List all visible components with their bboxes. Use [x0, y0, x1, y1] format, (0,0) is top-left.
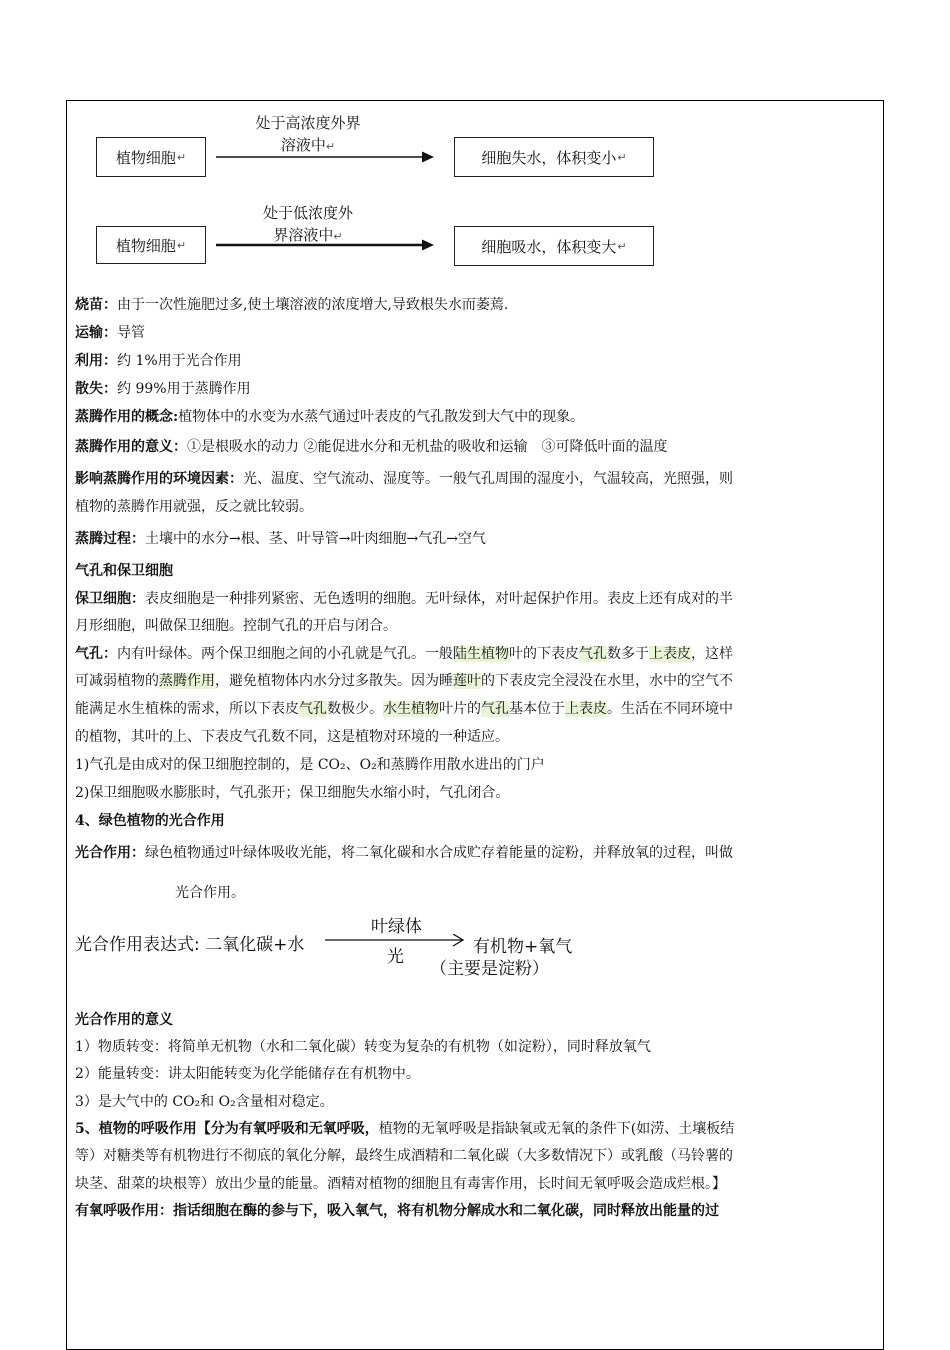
- formula-note: （主要是淀粉）: [430, 959, 549, 979]
- line-guard-cell: [75, 589, 880, 609]
- term-text: 3）是大气中的 CO₂和 O₂含量相对稳定。: [75, 1094, 334, 1110]
- line-respiration-cont-1: [75, 1146, 880, 1166]
- condition-line: 溶液中: [280, 136, 326, 154]
- plant-cell-box-1: [96, 137, 206, 177]
- term-text: 1)气孔是由成对的保卫细胞控制的，是 CO₂、O₂和蒸腾作用散水进出的门户: [75, 757, 545, 773]
- line-stomata-cont-1: [75, 671, 880, 691]
- result-label: 细胞失水，体积变小: [481, 148, 617, 167]
- highlight-text: 莲叶: [453, 673, 481, 689]
- term-label: 保卫细胞：: [75, 591, 145, 607]
- term-text: 数多于: [607, 646, 649, 662]
- plant-cell-box-2: [96, 226, 206, 264]
- term-text: 能满足水生植株的需求，所以下表皮: [75, 701, 299, 717]
- formula-product: 有机物+氧气: [473, 937, 573, 957]
- term-text: 内有叶绿体。两个保卫细胞之间的小孔就是气孔。一般: [117, 646, 453, 662]
- term-text: 植物的蒸腾作用就强，反之就比较弱。: [75, 499, 313, 515]
- line-point-2: [75, 783, 880, 803]
- line-factors: [75, 469, 880, 489]
- return-mark: ↵: [176, 238, 187, 252]
- term-text: 块茎、甜菜的块根等）放出少量的能量。酒精对植物的细胞且有毒害作用，长时间无氧呼吸会造成烂根。】: [75, 1176, 726, 1192]
- line-photosynthesis-def-cont: [75, 883, 950, 903]
- term-text: 可减弱植物的: [75, 673, 159, 689]
- highlight-text: 气孔: [579, 646, 607, 662]
- term-label: 蒸腾作用的意义：: [75, 439, 187, 455]
- plant-cell-label: 植物细胞: [115, 148, 176, 167]
- condition-line: 处于高浓度外界: [255, 114, 361, 132]
- term-label: 光合作用：: [75, 845, 145, 861]
- section-heading-photosynthesis: [75, 811, 880, 831]
- highlight-text: 蒸腾作用: [159, 673, 215, 689]
- line-respiration-cont-2: [75, 1174, 880, 1194]
- term-label: 气孔：: [75, 646, 117, 662]
- highlight-text: 上表皮: [565, 701, 607, 717]
- term-text: 的下表皮完全浸没在水里，水中的空气不: [481, 673, 733, 689]
- term-text: ①是根吸水的动力 ②能促进水分和无机盐的吸收和运输 ③可降低叶面的温度: [187, 439, 668, 455]
- term-text: 数极少。: [327, 701, 383, 717]
- term-text: 2）能量转变：讲太阳能转变为化学能储存在有机物中。: [75, 1066, 420, 1082]
- term-text: 叶的下表皮: [509, 646, 579, 662]
- result-label: 细胞吸水，体积变大: [481, 237, 617, 256]
- heading-text: 光合作用的意义: [75, 1012, 173, 1028]
- photosynthesis-formula: [75, 912, 675, 982]
- term-label: 散失：: [75, 381, 117, 397]
- line-stomata-cont-2: [75, 699, 880, 719]
- heading-text: 气孔和保卫细胞: [75, 563, 173, 579]
- return-mark: ↵: [617, 239, 627, 253]
- condition-line: 处于低浓度外: [262, 204, 353, 222]
- cell-swell-box: [454, 226, 654, 266]
- term-text: 导管: [117, 325, 145, 341]
- line-aerobic-respiration: [75, 1201, 880, 1221]
- term-text: 绿色植物通过叶绿体吸收光能，将二氧化碳和水合成贮存着能量的淀粉，并释放氧的过程，叫做: [145, 845, 733, 861]
- line-factors-cont: [75, 497, 880, 517]
- plant-cell-label: 植物细胞: [115, 236, 176, 255]
- term-label: 利用：: [75, 353, 117, 369]
- line-photosynthesis-def: [75, 843, 880, 863]
- line-shaomiao: [75, 295, 880, 315]
- line-respiration: [75, 1119, 880, 1139]
- cell-shrink-box: [454, 137, 654, 177]
- formula-condition-above: 叶绿体: [371, 917, 422, 937]
- term-text: 基本位于: [509, 701, 565, 717]
- highlight-text: 水生植物: [383, 701, 439, 717]
- line-transport: [75, 323, 880, 343]
- return-mark: ↵: [617, 150, 627, 164]
- highlight-text: 陆生植物: [453, 646, 509, 662]
- highlight-text: 上表皮: [649, 646, 691, 662]
- term-label: 蒸腾作用的概念:: [75, 409, 179, 425]
- line-point-1: [75, 755, 880, 775]
- term-text: 表皮细胞是一种排列紧密、无色透明的细胞。无叶绿体，对叶起保护作用。表皮上还有成对的半: [145, 591, 733, 607]
- term-text: 。生活在不同环境中: [607, 701, 733, 717]
- term-text: 2)保卫细胞吸水膨胀时，气孔张开；保卫细胞失水缩小时，气孔闭合。: [75, 785, 510, 801]
- term-label: 蒸腾过程：: [75, 531, 145, 547]
- line-loss: [75, 379, 880, 399]
- term-text: 叶片的: [439, 701, 481, 717]
- section-heading-stomata: [75, 561, 880, 581]
- term-text: 光合作用。: [175, 885, 245, 901]
- term-text: 等）对糖类等有机物进行不彻底的氧化分解，最终生成酒精和二氧化碳（大多数情况下）或乳酸（马铃薯的: [75, 1148, 733, 1164]
- line-stomata-cont-3: [75, 727, 880, 747]
- term-text: 约 1%用于光合作用: [117, 353, 242, 369]
- heading-text: 4、绿色植物的光合作用: [75, 813, 225, 829]
- term-text: 植物的无氧呼吸是指缺氧或无氧的条件下(如涝、土壤板结: [378, 1121, 735, 1137]
- formula-prefix: 光合作用表达式: 二氧化碳+水: [75, 935, 305, 955]
- line-guard-cell-cont: [75, 616, 880, 636]
- term-label: 运输：: [75, 325, 117, 341]
- formula-condition-below: 光: [387, 947, 404, 967]
- condition-line: 界溶液中: [273, 226, 334, 244]
- heading-text: 5、植物的呼吸作用【分为有氧呼吸和无氧呼吸，: [75, 1121, 379, 1137]
- term-text: 光、温度、空气流动、湿度等。一般气孔周围的湿度小，气温较高，光照强，则: [243, 471, 733, 487]
- term-text: 的植物，其叶的上、下表皮气孔数不同，这是植物对环境的一种适应。: [75, 729, 509, 745]
- line-transpiration-meaning: [75, 437, 880, 457]
- term-text: 土壤中的水分→根、茎、叶导管→叶肉细胞→气孔→空气: [145, 531, 486, 547]
- term-label: 烧苗：: [75, 297, 117, 313]
- arrow-2: [214, 238, 436, 252]
- section-heading-significance: [75, 1010, 880, 1030]
- line-transpiration-concept: [75, 407, 880, 427]
- line-process: [75, 529, 880, 549]
- return-mark: ↵: [333, 230, 343, 243]
- term-text: 有氧呼吸作用：指话细胞在酶的参与下，吸入氧气，将有机物分解成水和二氧化碳，同时释放出能量的过: [75, 1203, 719, 1219]
- line-use: [75, 351, 880, 371]
- term-text: 约 99%用于蒸腾作用: [117, 381, 251, 397]
- return-mark: ↵: [325, 140, 336, 153]
- term-text: 1）物质转变：将简单无机物（水和二氧化碳）转变为复杂的有机物（如淀粉），同时释放氧气: [75, 1039, 651, 1055]
- return-mark: ↵: [176, 150, 187, 164]
- line-significance-3: [75, 1092, 880, 1112]
- line-significance-1: [75, 1037, 880, 1057]
- term-text: 月形细胞，叫做保卫细胞。控制气孔的开启与闭合。: [75, 618, 397, 634]
- term-label: 影响蒸腾作用的环境因素：: [75, 471, 243, 487]
- line-significance-2: [75, 1064, 880, 1084]
- term-text: 植物体中的水变为水蒸气通过叶表皮的气孔散发到大气中的现象。: [178, 409, 585, 425]
- term-text: ，避免植物体内水分过多散失。因为睡: [215, 673, 453, 689]
- term-text: 由于一次性施肥过多,使土壤溶液的浓度增大,导致根失水而萎蔫.: [117, 297, 509, 313]
- term-text: ，这样: [691, 646, 733, 662]
- highlight-text: 气孔: [299, 701, 327, 717]
- highlight-text: 气孔: [481, 701, 509, 717]
- arrow-1: [214, 150, 436, 164]
- line-stomata: [75, 644, 880, 664]
